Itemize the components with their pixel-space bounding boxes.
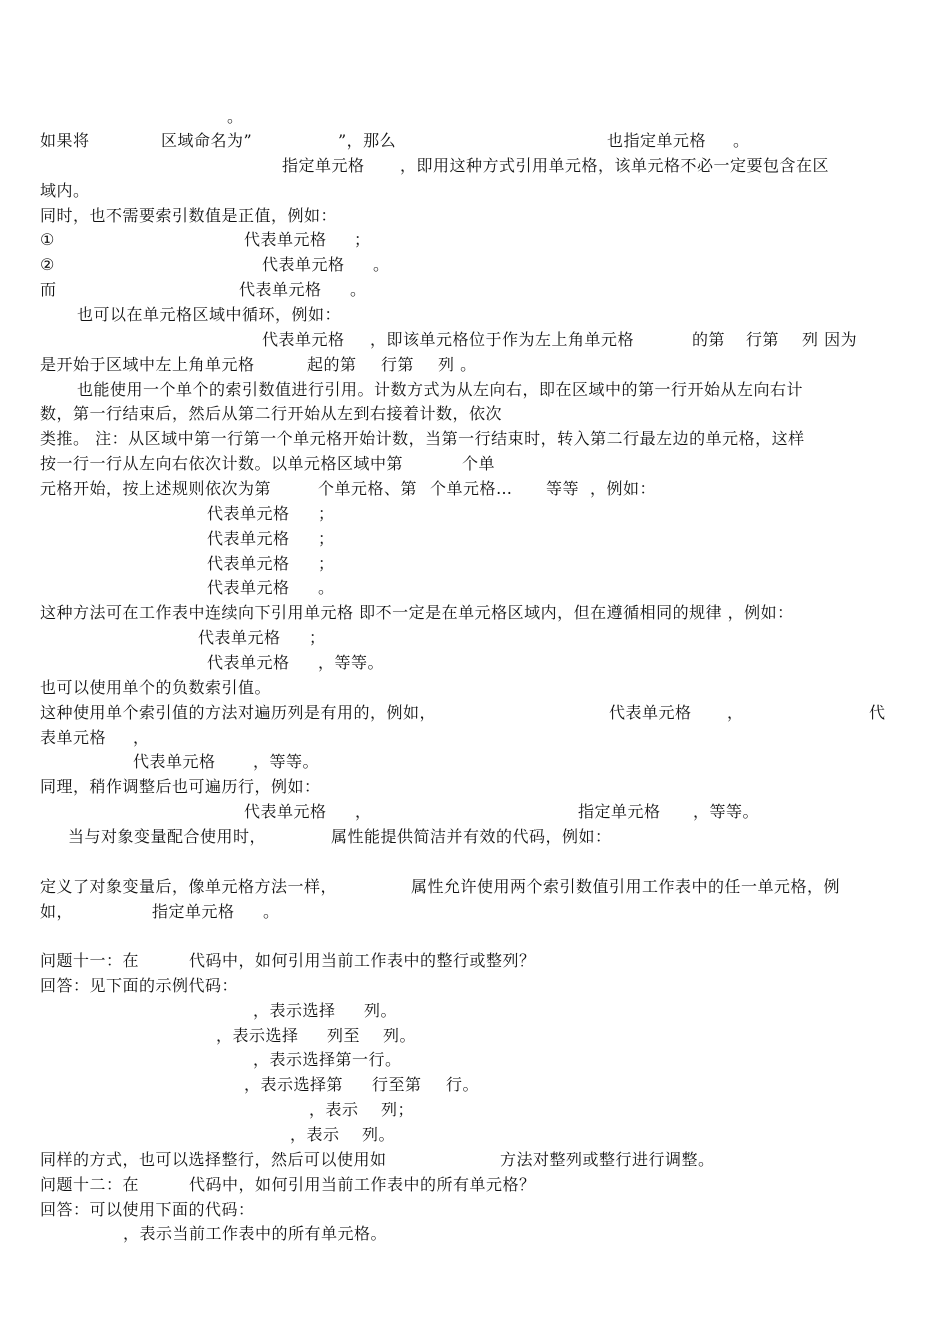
text-segment: ； <box>354 230 371 249</box>
text-segment: ，表示选择 <box>216 1026 299 1045</box>
text-segment: 回答：见下面的示例代码： <box>40 976 239 995</box>
text-segment: 按一行一行从左向右依次计数。以单元格区域中第 <box>40 454 404 473</box>
text-segment: 表单元格 <box>40 728 107 747</box>
text-segment: 数，第一行结束后，然后从第二行开始从左到右接着计数，依次 <box>40 404 503 423</box>
text-segment: 也可以使用单个的负数索引值。 <box>40 678 272 697</box>
text-segment: 代表单元格 <box>262 330 345 349</box>
text-segment: ，表示选择第 <box>244 1075 344 1094</box>
text-segment: 代码中，如何引用当前工作表中的整行或整列？ <box>189 951 536 970</box>
text-segment: 列。 <box>364 1001 398 1020</box>
text-segment: ，等等。 <box>693 802 760 821</box>
text-segment: 代表单元格 <box>244 230 327 249</box>
text-segment: 列至 <box>327 1026 361 1045</box>
text-segment: 起的第 <box>307 355 357 374</box>
text-segment: 如， <box>40 902 74 921</box>
text-segment: 代表单元格 <box>133 752 216 771</box>
text-segment: 代表单元格 <box>244 802 327 821</box>
text-segment: 代表单元格 <box>207 653 290 672</box>
text-segment: 也可以在单元格区域中循环，例如： <box>77 305 342 324</box>
text-segment: 属性能提供简洁并有效的代码，例如： <box>331 827 612 846</box>
text-segment: ，即用这种方式引用单元格，该单元格不必一定要包含在区 <box>400 156 830 175</box>
text-segment: 如果将 <box>40 131 90 150</box>
text-segment: 代表单元格 <box>207 554 290 573</box>
text-segment: 列。 <box>383 1026 417 1045</box>
text-segment: ，表示选择第一行。 <box>253 1050 402 1069</box>
text-segment: 行第 <box>381 355 415 374</box>
text-segment: ② <box>40 255 55 274</box>
text-segment: 行第 <box>746 330 780 349</box>
text-segment: 列 因为 <box>802 330 858 349</box>
text-segment: 代码中，如何引用当前工作表中的所有单元格？ <box>189 1175 536 1194</box>
text-segment: 。 <box>227 107 244 126</box>
text-segment: 同理，稍作调整后也可遍历行，例如： <box>40 777 321 796</box>
text-segment: 。 <box>373 255 390 274</box>
text-segment: 回答：可以使用下面的代码： <box>40 1200 255 1219</box>
text-segment: ； <box>318 504 335 523</box>
text-segment: ，例如： <box>590 479 657 498</box>
text-segment: 代表单元格 <box>207 529 290 548</box>
text-segment: 。 <box>263 902 280 921</box>
text-segment: 同时，也不需要索引数值是正值，例如： <box>40 206 338 225</box>
text-segment: 区域命名为” <box>161 131 253 150</box>
text-segment: ， <box>133 728 150 747</box>
text-segment: ，即该单元格位于作为左上角单元格 <box>370 330 635 349</box>
text-segment: 当与对象变量配合使用时， <box>68 827 267 846</box>
text-segment: 代 <box>869 703 886 722</box>
text-segment: ， <box>355 802 372 821</box>
text-segment: ① <box>40 230 55 249</box>
text-segment: 个单 <box>462 454 496 473</box>
text-segment: 指定单元格 <box>578 802 661 821</box>
text-segment: ，表示当前工作表中的所有单元格。 <box>123 1224 388 1243</box>
text-segment: 列 。 <box>438 355 477 374</box>
text-segment: 定义了对象变量后，像单元格方法一样， <box>40 877 338 896</box>
text-segment: 代表单元格 <box>239 280 322 299</box>
text-segment: 的第 <box>692 330 726 349</box>
text-segment: ； <box>318 554 335 573</box>
text-segment: 也指定单元格 <box>607 131 707 150</box>
text-segment: 指定单元格 <box>282 156 365 175</box>
text-segment: 。 <box>318 578 335 597</box>
text-segment: 域内。 <box>40 181 90 200</box>
text-segment: 类推。 注：从区域中第一行第一个单元格开始计数，当第一行结束时，转入第二行最左边的单元格，这样 <box>40 429 805 448</box>
text-segment: ； <box>318 529 335 548</box>
text-segment: 列； <box>381 1100 415 1119</box>
text-segment: ，等等。 <box>318 653 385 672</box>
text-segment: 而 <box>40 280 57 299</box>
text-segment: 个单元格… <box>430 479 513 498</box>
text-segment: 问题十二：在 <box>40 1175 140 1194</box>
text-segment: 。 <box>350 280 367 299</box>
text-segment: 同样的方式，也可以选择整行，然后可以使用如 <box>40 1150 387 1169</box>
text-segment: 元格开始，按上述规则依次为第 <box>40 479 272 498</box>
text-segment: 。 <box>733 131 750 150</box>
text-segment: 代表单元格 <box>198 628 281 647</box>
text-segment: ， <box>727 703 744 722</box>
text-segment: 等等 <box>546 479 580 498</box>
text-segment: ，表示 <box>290 1125 340 1144</box>
text-segment: 也能使用一个单个的索引数值进行引用。计数方式为从左向右，即在区域中的第一行开始从左向右计 <box>77 380 804 399</box>
text-segment: 指定单元格 <box>152 902 235 921</box>
text-segment: 代表单元格 <box>262 255 345 274</box>
text-segment: 行至第 <box>372 1075 422 1094</box>
text-segment: 这种使用单个索引值的方法对遍历列是有用的，例如， <box>40 703 437 722</box>
text-segment: ，等等。 <box>253 752 320 771</box>
text-segment: 问题十一：在 <box>40 951 140 970</box>
text-segment: ； <box>309 628 326 647</box>
text-segment: 个单元格、第 <box>318 479 418 498</box>
text-segment: 行。 <box>446 1075 480 1094</box>
text-segment: 代表单元格 <box>207 504 290 523</box>
text-segment: ，表示 <box>309 1100 359 1119</box>
text-segment: 属性允许使用两个索引数值引用工作表中的任一单元格，例 <box>411 877 841 896</box>
text-segment: ，表示选择 <box>253 1001 336 1020</box>
text-segment: 列。 <box>362 1125 396 1144</box>
text-segment: 代表单元格 <box>207 578 290 597</box>
text-segment: 方法对整列或整行进行调整。 <box>500 1150 715 1169</box>
text-segment: 是开始于区域中左上角单元格 <box>40 355 255 374</box>
text-segment: 代表单元格 <box>609 703 692 722</box>
text-segment: 这种方法可在工作表中连续向下引用单元格 即不一定是在单元格区域内，但在遵循相同的规律 ，例如： <box>40 603 794 622</box>
text-segment: ”，那么 <box>338 131 397 150</box>
